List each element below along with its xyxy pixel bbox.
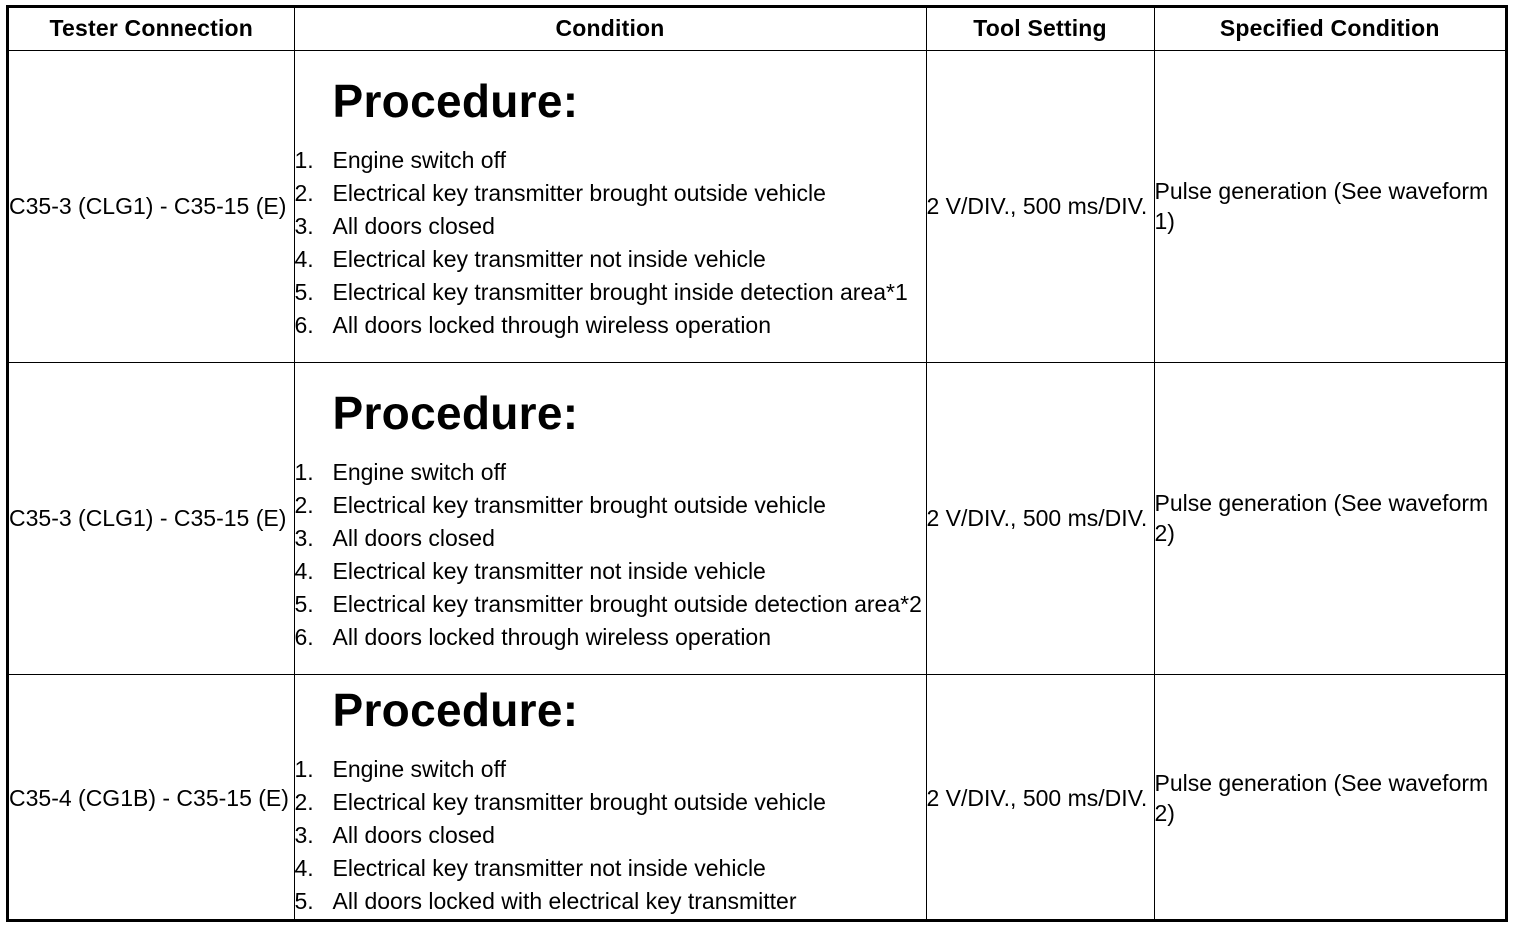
step-number: 6. bbox=[294, 624, 314, 650]
procedure-step bbox=[295, 146, 926, 175]
procedure-step bbox=[295, 212, 926, 241]
tester-connection-cell: C35-3 (CLG1) - C35-15 (E) bbox=[9, 50, 294, 362]
step-number: 5. bbox=[294, 279, 314, 305]
procedure-title: Procedure: bbox=[332, 387, 579, 439]
specified-condition-cell: Pulse generation (See waveform 2) bbox=[1154, 674, 1505, 922]
specified-condition-cell: Pulse generation (See waveform 1) bbox=[1154, 50, 1505, 362]
header-specified-condition: Specified Condition bbox=[1154, 8, 1505, 50]
header-tool-setting: Tool Setting bbox=[926, 8, 1154, 50]
procedure-step bbox=[295, 278, 926, 307]
procedure-steps bbox=[295, 755, 926, 916]
tester-connection-cell: C35-3 (CLG1) - C35-15 (E) bbox=[9, 362, 294, 674]
step-number: 2. bbox=[294, 180, 314, 206]
step-number: 3. bbox=[294, 213, 314, 239]
step-number: 4. bbox=[294, 558, 314, 584]
condition-cell bbox=[294, 362, 926, 674]
step-number: 6. bbox=[294, 312, 314, 338]
step-text: Electrical key transmitter brought outside vehicle bbox=[332, 788, 826, 815]
step-text: All doors locked through wireless operation bbox=[332, 624, 772, 650]
step-text: Electrical key transmitter brought outside vehicle bbox=[332, 492, 826, 518]
table-row bbox=[9, 50, 1505, 362]
procedure-step bbox=[295, 179, 926, 208]
inspection-table bbox=[9, 8, 1505, 922]
tool-setting-cell: 2 V/DIV., 500 ms/DIV. bbox=[926, 674, 1154, 922]
step-text: Electrical key transmitter not inside vehicle bbox=[332, 558, 766, 584]
step-text: All doors closed bbox=[332, 821, 495, 848]
step-text: Electrical key transmitter brought outside vehicle bbox=[332, 180, 826, 206]
tester-connection-cell: C35-4 (CG1B) - C35-15 (E) bbox=[9, 674, 294, 922]
procedure-step bbox=[295, 887, 926, 916]
procedure-step bbox=[295, 245, 926, 274]
table-header-row bbox=[9, 8, 1505, 50]
header-condition: Condition bbox=[294, 8, 926, 50]
step-number: 1. bbox=[294, 147, 314, 173]
step-text: Engine switch off bbox=[332, 147, 506, 173]
table-row bbox=[9, 362, 1505, 674]
specified-condition-cell: Pulse generation (See waveform 2) bbox=[1154, 362, 1505, 674]
tool-setting-cell: 2 V/DIV., 500 ms/DIV. bbox=[926, 50, 1154, 362]
procedure-steps bbox=[295, 146, 926, 340]
procedure-step bbox=[295, 557, 926, 586]
tool-setting-cell: 2 V/DIV., 500 ms/DIV. bbox=[926, 362, 1154, 674]
step-text: Engine switch off bbox=[332, 755, 506, 782]
inspection-table-container bbox=[6, 5, 1508, 922]
step-number: 3. bbox=[294, 525, 314, 551]
procedure-step bbox=[295, 854, 926, 883]
procedure-step bbox=[295, 821, 926, 850]
step-number: 4. bbox=[294, 854, 314, 881]
procedure-steps bbox=[295, 458, 926, 652]
step-text: All doors closed bbox=[332, 213, 495, 239]
step-number: 5. bbox=[294, 591, 314, 617]
step-text: Electrical key transmitter not inside vehicle bbox=[332, 246, 766, 272]
procedure-step bbox=[295, 590, 926, 619]
step-text: Electrical key transmitter brought outside detection area*2 bbox=[332, 591, 922, 617]
step-text: All doors closed bbox=[332, 525, 495, 551]
step-text: All doors locked with electrical key transmitter bbox=[332, 887, 797, 914]
condition-cell bbox=[294, 50, 926, 362]
step-number: 2. bbox=[294, 492, 314, 518]
procedure-step bbox=[295, 788, 926, 817]
procedure-title: Procedure: bbox=[332, 75, 579, 127]
procedure-step bbox=[295, 755, 926, 784]
step-number: 5. bbox=[294, 887, 314, 914]
procedure-step bbox=[295, 623, 926, 652]
step-number: 1. bbox=[294, 755, 314, 782]
step-text: All doors locked through wireless operation bbox=[332, 312, 772, 338]
header-tester-connection: Tester Connection bbox=[9, 8, 294, 50]
table-row bbox=[9, 674, 1505, 922]
step-text: Electrical key transmitter brought inside detection area*1 bbox=[332, 279, 908, 305]
step-text: Electrical key transmitter not inside vehicle bbox=[332, 854, 766, 881]
step-number: 4. bbox=[294, 246, 314, 272]
procedure-step bbox=[295, 311, 926, 340]
step-text: Engine switch off bbox=[332, 459, 506, 485]
step-number: 2. bbox=[294, 788, 314, 815]
step-number: 1. bbox=[294, 459, 314, 485]
procedure-step bbox=[295, 458, 926, 487]
procedure-step bbox=[295, 524, 926, 553]
condition-cell bbox=[294, 674, 926, 922]
procedure-step bbox=[295, 491, 926, 520]
step-number: 3. bbox=[294, 821, 314, 848]
procedure-title: Procedure: bbox=[332, 683, 579, 736]
